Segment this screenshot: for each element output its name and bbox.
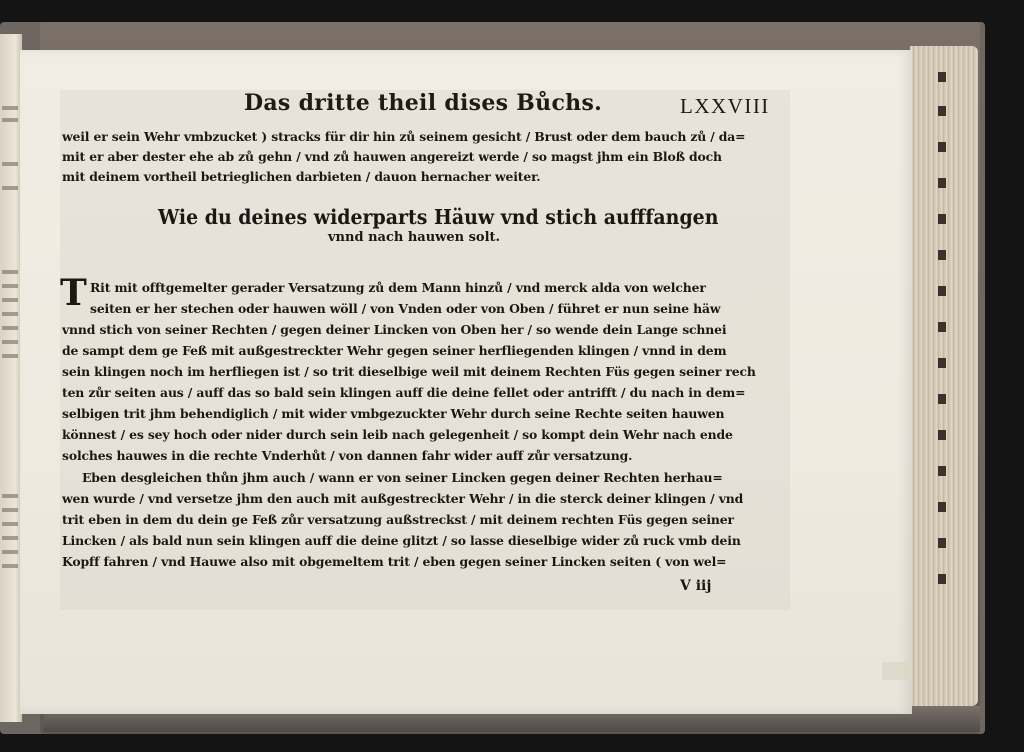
- decorated-initial: T: [60, 272, 87, 314]
- text-line: ten zůr seiten aus / auff das so bald sein klingen auff die deine fellet oder antrifft / du nach in dem=: [62, 385, 746, 400]
- text-line: trit eben in dem du dein ge Feß zůr versatzung außstreckst / mit deinem rechten Füs gegen seiner: [62, 512, 734, 527]
- text-line: Eben desgleichen thůn jhm auch / wann er von seiner Lincken gegen deiner Rechten herhau=: [82, 470, 723, 485]
- text-line: selbigen trit jhm behendiglich / mit wider vmbgezuckter Wehr durch seine Rechte seiten hauwen: [62, 406, 725, 421]
- text-line: mit er aber dester ehe ab zů gehn / vnd zů hauwen angereizt werde / so magst jhm ein Bloß doch: [62, 149, 722, 164]
- text-line: seiten er her stechen oder hauwen wöll / von Vnden oder von Oben / führet er nun seine häw: [90, 301, 721, 316]
- text-line: weil er sein Wehr vmbzucket ) stracks für dir hin zů seinem gesicht / Brust oder dem bauch zů / da=: [62, 129, 746, 144]
- previous-page-text-fragments: [2, 34, 20, 722]
- text-line: vnnd stich von seiner Rechten / gegen deiner Lincken von Oben her / so wende dein Lange schnei: [62, 322, 727, 337]
- signature-mark: V iij: [680, 578, 712, 594]
- text-line: solches hauwes in die rechte Vnderhůt / von dannen fahr wider auff zůr versatzung.: [62, 448, 633, 463]
- page-stack-edge: [910, 46, 978, 706]
- text-line: wen wurde / vnd versetze jhm den auch mit außgestreckter Wehr / in die sterck deiner klingen / vnd: [62, 491, 744, 506]
- section-subheading: vnnd nach hauwen solt.: [328, 230, 501, 245]
- text-line: Rit mit offtgemelter gerader Versatzung zů dem Mann hinzů / vnd merck alda von welcher: [90, 280, 706, 295]
- text-line: de sampt dem ge Feß mit außgestreckter Wehr gegen seiner herfliegenden klingen / vnnd in dem: [62, 343, 727, 358]
- folio-number: LXXVIII: [680, 94, 770, 118]
- text-line: Kopff fahren / vnd Hauwe also mit obgemeltem trit / eben gegen seiner Lincken seiten ( von wel=: [62, 554, 727, 569]
- text-line: Lincken / als bald nun sein klingen auff die deine glitzt / so lasse dieselbige wider zů ruck vmb dein: [62, 533, 741, 548]
- section-heading: Wie du deines widerparts Häuw vnd stich aufffangen: [158, 205, 719, 229]
- paper-stain: [882, 662, 912, 680]
- previous-page-edge: [0, 34, 22, 722]
- text-line: sein klingen noch im herfliegen ist / so trit dieselbige weil mit deinem Rechten Füs gegen seiner rech: [62, 364, 756, 379]
- text-line: könnest / es sey hoch oder nider durch sein leib nach gelegenheit / so kompt dein Wehr nach ende: [62, 427, 733, 442]
- book-page: [20, 50, 912, 714]
- text-line: mit deinem vortheil betrieglichen darbieten / dauon hernacher weiter.: [62, 169, 541, 184]
- running-head: Das dritte theil dises Bůchs.: [244, 90, 603, 116]
